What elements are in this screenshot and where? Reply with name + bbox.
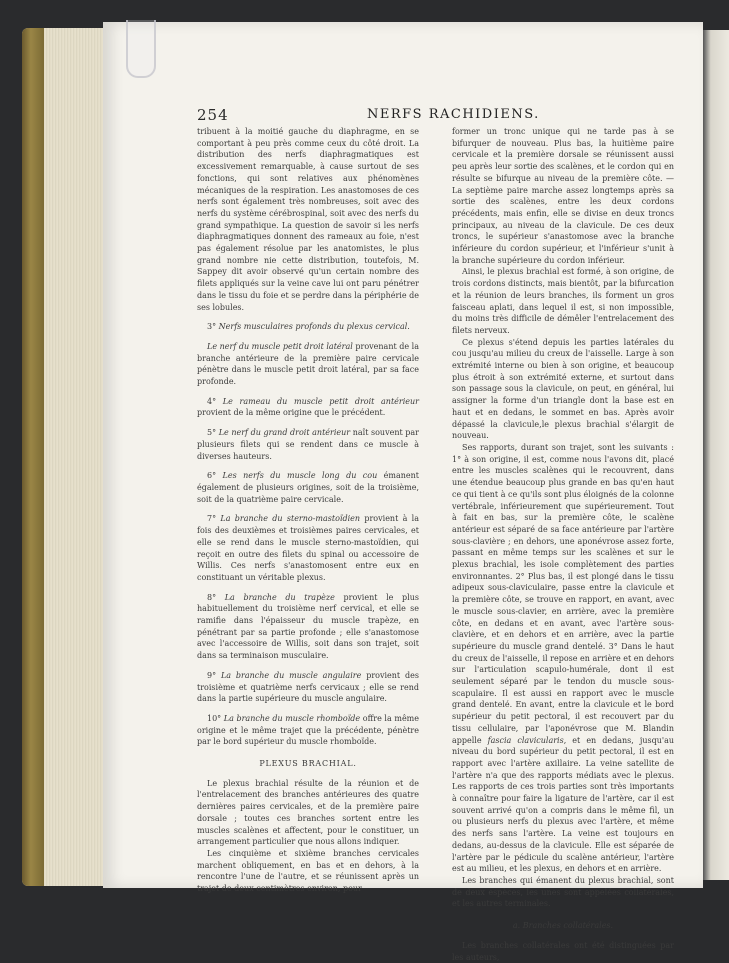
- paragraph-text: Ce plexus s'étend depuis les parties latérales du cou jusqu'au milieu du creux de l'aisselle. Large à son extrémité interne ou bien à son origine, et beaucoup plus étroit à son extrémité externe, et surtout dans son passage sous la clavicule, on peut, en général, lui assigner la forme d'un triangle dont la base est en haut et en dedans, le sommet en bas. Après avoir dépassé la clavicule,le plexus brachial s'élargit de nouveau.: [452, 337, 674, 441]
- paragraph: [452, 442, 674, 875]
- paragraph-text: émanent également de plusieurs origines, soit de la troisième, soit de la quatrième paire cervicale.: [197, 471, 419, 504]
- numbered-paragraph: [197, 470, 419, 505]
- paragraph-number: 4°: [207, 396, 223, 406]
- paragraph: [452, 126, 674, 266]
- numbered-paragraph: [197, 513, 419, 583]
- paragraph: [197, 126, 419, 313]
- paragraph-text: provient des troisième et quatrième nerfs cervicaux ; elle se rend dans la partie supérieure du muscle angulaire.: [197, 670, 419, 704]
- paragraph-text: Les cinquième et sixième branches cervicales marchent obliquement, en bas et en dehors, à la rencontre l'une de l'autre, et se réunissent après un trajet de deux centimètres environ, pour: [197, 848, 419, 894]
- page-header: [197, 106, 687, 124]
- paragraph-text: Le plexus brachial résulte de la réunion et de l'entrelacement des branches antérieures des quatre dernières paires cervicales, et de la première paire dorsale ; toutes ces branches sortent entre les muscles scalènes et affectent, pour le constituer, un arrangement particulier que nous allons indiquer.: [197, 778, 419, 847]
- nerve-name: La branche du sterno-mastoïdien: [220, 514, 361, 524]
- paragraph-text: Ainsi, le plexus brachial est formé, à son origine, de trois cordons distincts, mais bientôt, par la bifurcation et la réunion de leurs branches, ils forment un gros faisceau aplati, dans lequel il est, si non impossible, du moins très difficile de démêler l'entrelacement des filets nerveux.: [452, 267, 674, 335]
- nerve-name: Le nerf du muscle petit droit latéral: [207, 341, 353, 351]
- nerve-name: La branche du trapèze: [224, 592, 335, 602]
- numbered-paragraph: [197, 670, 419, 705]
- paragraph-number: 5°: [207, 428, 219, 438]
- paragraph-number: 8°: [207, 592, 225, 602]
- paragraph-text: provient de la même origine que le précédent.: [197, 408, 386, 418]
- nerve-name: La branche du muscle angulaire: [220, 670, 362, 680]
- paragraph-text: Les branches qui émanent du plexus brachial, sont de deux espèces, les unes sont appelées collatérales, et les autres terminales.: [452, 876, 674, 909]
- nerve-name: Le nerf du grand droit antérieur: [218, 428, 351, 438]
- facing-page-edge: [703, 30, 729, 880]
- numbered-paragraph: [197, 713, 419, 748]
- paragraph-text: , et en dedans, jusqu'au niveau du bord supérieur du petit pectoral, il est en rapport avec l'artère axillaire. La veine satellite de l'artère n'a que des rapports médiats avec le plexus. Les rapports de ces trois parties sont très importants à connaître pour faire la ligature de l'artère, car il est souvent arrivé qu'on a compris dans le même fil, un ou plusieurs nerfs du plexus avec l'artère, et même des nerfs sans l'artère. La veine est toujours en dedans, au-dessus de la clavicule. Elle est séparée de l'artère par le pédicule du scalène antérieur, l'artère est au milieu, et les plexus, en dehors et en arrière.: [452, 735, 674, 874]
- paragraph-text: former un tronc unique qui ne tarde pas à se bifurquer de nouveau. Plus bas, la huitième paire cervicale et la première dorsale se réunissent aussi peu après leur sortie des scalènes, et le cordon qui en résulte se bifurque au niveau de la première côte. — La septième paire marche assez longtemps après sa sortie des scalènes, entre les deux cordons précédents, mais enfin, elle se divise en deux troncs principaux, au niveau de la clavicule. De ces deux troncs, le supérieur s'anastomose avec la branche inférieure du cordon supérieur, et l'inférieur s'unit à la branche supérieure du cordon inférieur.: [452, 127, 674, 265]
- paragraph: [452, 940, 674, 963]
- paragraph-text: offre la même origine et le même trajet que la précédente, pénètre par le bord supérieur du muscle rhomboïde.: [197, 713, 419, 747]
- paragraph-number: 6°: [207, 471, 223, 481]
- paragraph-text: naît souvent par plusieurs filets qui se rendent dans ce muscle à diverses hauteurs.: [197, 428, 419, 461]
- left-text-column: [197, 126, 419, 895]
- subsection-heading: a. Branches collatérales.: [512, 921, 614, 931]
- running-head: NERFS RACHIDIENS.: [367, 107, 540, 122]
- nerve-name: Nerfs musculaires profonds du plexus cervical.: [218, 322, 410, 332]
- page-number: 254: [197, 106, 229, 124]
- paragraph-text: provient le plus habituellement du troisième nerf cervical, et elle se ramifie dans l'épaisseur du muscle trapèze, en pénétrant par sa partie profonde ; elle s'anastomose avec l'accessoire de Willis, soit dans son trajet, soit dans sa terminaison musculaire.: [197, 592, 419, 661]
- paragraph-number: 10°: [207, 713, 224, 723]
- paper-clip-icon: [126, 20, 156, 78]
- paragraph: [452, 337, 674, 442]
- book-spine: [22, 28, 44, 886]
- paragraph-text: Les branches collatérales ont été distinguées par les auteurs,: [452, 940, 674, 962]
- nerve-name: La branche du muscle rhomboïde: [223, 713, 361, 723]
- numbered-paragraph: [197, 592, 419, 662]
- nerve-name: Les nerfs du muscle long du cou: [222, 471, 378, 481]
- numbered-paragraph: [197, 427, 419, 462]
- nerve-name: Le rameau du muscle petit droit antérieur: [222, 396, 419, 406]
- paragraph-number: 9°: [207, 670, 221, 680]
- numbered-paragraph: [197, 396, 419, 419]
- paragraph-text: provient à la fois des deuxièmes et troisièmes paires cervicales, et elle se rend dans le muscle sterno-mastoïdien, qui reçoit en outre des filets du spinal ou accessoire de Willis. Ces nerfs s'anastomosent entre eux en constituant un véritable plexus.: [197, 514, 420, 582]
- italic-term: fascia clavicularis: [487, 735, 564, 745]
- paragraph: [452, 875, 674, 910]
- numbered-paragraph: [197, 341, 419, 388]
- paragraph-number: 3°: [207, 322, 219, 332]
- paragraph: [197, 778, 419, 848]
- right-text-column: [452, 126, 674, 963]
- section-heading: PLEXUS BRACHIAL.: [259, 759, 357, 769]
- paragraph: [197, 848, 419, 895]
- paragraph-text: tribuent à la moitié gauche du diaphragme, en se comportant à peu près comme ceux du côté droit. La distribution des nerfs diaphragmatiques est excessivement remarquable, à cause surtout de ses fonctions, qui sont relatives aux phénomènes mécaniques de la respiration. Les anastomoses de ces nerfs sont également très nombreuses, soit avec des nerfs du système cérébrospinal, soit avec des nerfs du grand sympathique. La question de savoir si les nerfs diaphragmatiques donnent des rameaux au foie, n'est pas également résolue par les anatomistes, le plus grand nombre nie cette distribution, toutefois, M. Sappey dit avoir observé qu'un certain nombre des filets appliqués sur la veine cave lui ont paru pénétrer dans le tissu du foie et se perdre dans la périphérie de ses lobules.: [197, 127, 419, 312]
- paragraph-text: Ses rapports, durant son trajet, sont les suivants : 1° à son origine, il est, comme nous l'avons dit, placé entre les muscles scalènes qui le recouvrent, dans une étendue beaucoup plus grande en bas qu'en haut ce qui tient à ce qu'ils sont plus éloignés de la colonne vertébrale, inférieurement que supérieurement. Tout à fait en bas, sur la première côte, le scalène antérieur est séparé de sa face antérieure par l'artère sous-clavière ; en dehors, une aponévrose assez forte, passant en même temps sur les scalènes et sur le plexus brachial, les isole complètement des parties environnantes. 2° Plus bas, il est plongé dans le tissu adipeux sous-claviculaire, passe entre la clavicule et la première côte, se trouve en rapport, en avant, avec le muscle sous-clavier, en arrière, avec la première côte, en dedans et en avant, avec l'artère sous-clavière, et en dehors et en arrière, avec la partie supérieure du muscle grand dentelé. 3° Dans le haut du creux de l'aisselle, il repose en arrière et en dehors sur l'articulation scapulo-humérale, dont il est seulement séparé par le tendon du muscle sous-scapulaire. Il est aussi en rapport avec le muscle grand dentelé. En avant, entre la clavicule et le bord supérieur du petit pectoral, il est recouvert par du tissu cellulaire, par l'aponévrose que M. Blandin appelle: [452, 442, 674, 745]
- paragraph-number: 7°: [207, 514, 221, 524]
- paragraph-text: provenant de la branche antérieure de la première paire cervicale pénètre dans le muscle petit droit latéral, par sa face profonde.: [197, 341, 419, 387]
- paragraph: [452, 266, 674, 336]
- numbered-paragraph: [197, 321, 419, 333]
